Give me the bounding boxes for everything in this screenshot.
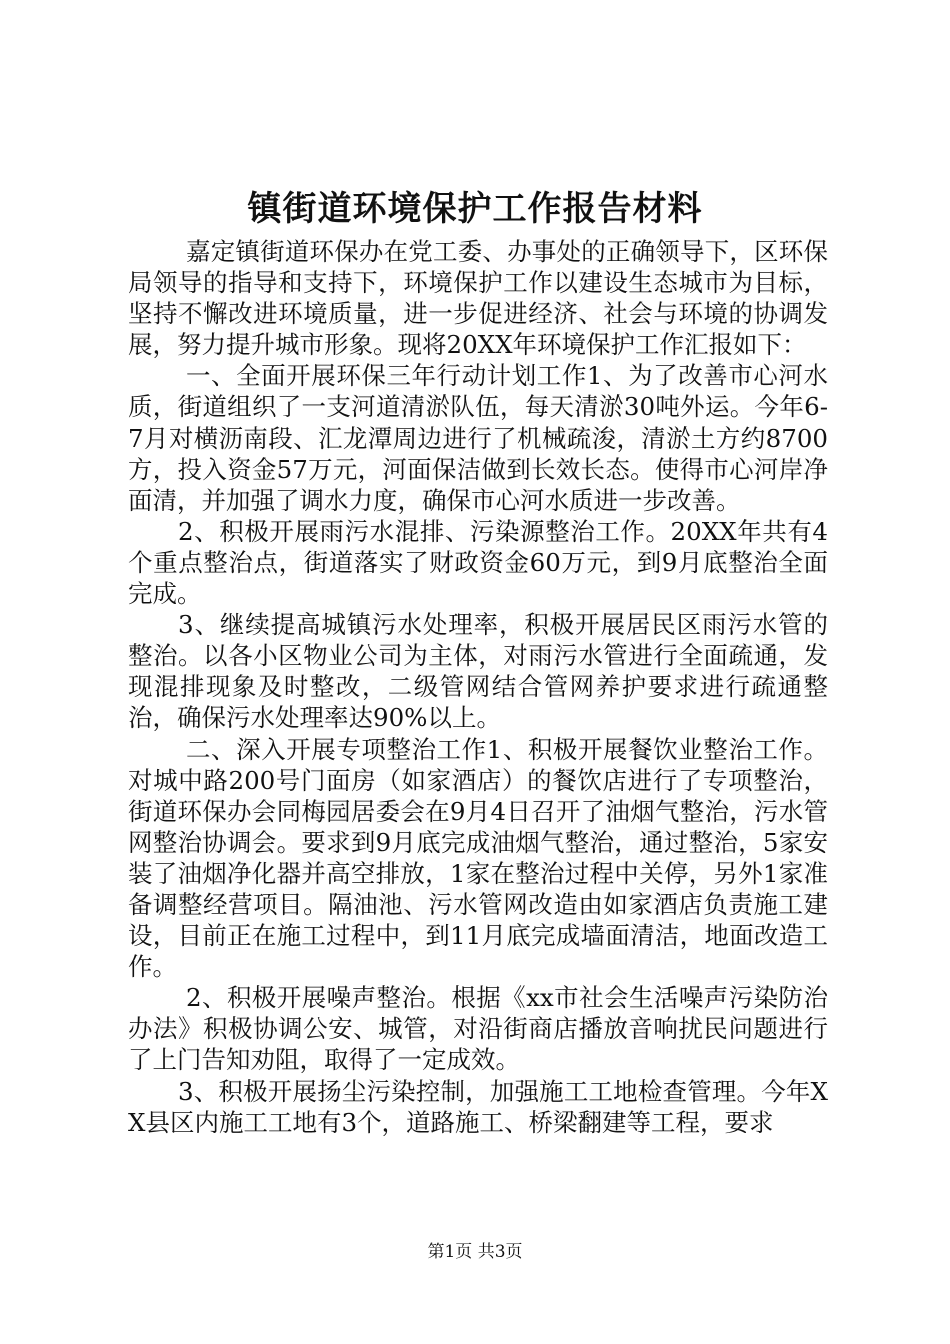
page-footer: 第1页 共3页 <box>427 1242 523 1262</box>
body-paragraph: 2、积极开展雨污水混排、污染源整治工作。20XX年共有4个重点整治点，街道落实了财政资金60万元，到9月底整治全面完成。 <box>128 516 828 609</box>
document-body <box>128 236 828 1138</box>
body-paragraph: 一、全面开展环保三年行动计划工作1、为了改善市心河水质，街道组织了一支河道清淤队伍，每天清淤30吨外运。今年6-7月对横沥南段、汇龙潭周边进行了机械疏浚，清淤土方约8700方，投入资金57万元，河面保洁做到长效长态。使得市心河岸净面清，并加强了调水力度，确保市心河水质进一步改善。 <box>128 361 828 515</box>
body-paragraph: 二、深入开展专项整治工作1、积极开展餐饮业整治工作。对城中路200号门面房（如家酒店）的餐饮店进行了专项整治，街道环保办会同梅园居委会在9月4日召开了油烟气整治，污水管网整治协调会。要求到9月底完成油烟气整治，通过整治，5家安装了油烟净化器并高空排放，1家在整治过程中关停，另外1家准备调整经营项目。隔油池、污水管网改造由如家酒店负责施工建设，目前正在施工过程中，到11月底完成墙面清洁，地面改造工作。 <box>128 734 828 982</box>
body-paragraph: 嘉定镇街道环保办在党工委、办事处的正确领导下，区环保局领导的指导和支持下，环境保护工作以建设生态城市为目标，坚持不懈改进环境质量，进一步促进经济、社会与环境的协调发展，努力提升城市形象。现将20XX年环境保护工作汇报如下： <box>128 237 828 360</box>
body-paragraph: 3、积极开展扬尘污染控制，加强施工工地检查管理。今年XX县区内施工工地有3个，道路施工、桥梁翻建等工程，要求 <box>128 1076 828 1137</box>
body-paragraph: 2、积极开展噪声整治。根据《xx市社会生活噪声污染防治办法》积极协调公安、城管，对沿街商店播放音响扰民问题进行了上门告知劝阻，取得了一定成效。 <box>128 983 828 1075</box>
body-paragraph: 3、继续提高城镇污水处理率，积极开展居民区雨污水管的整治。以各小区物业公司为主体，对雨污水管进行全面疏通，发现混排现象及时整改，二级管网结合管网养护要求进行疏通整治，确保污水处理率达90%以上。 <box>128 610 828 733</box>
document-title: 镇街道环境保护工作报告材料 <box>247 189 703 229</box>
